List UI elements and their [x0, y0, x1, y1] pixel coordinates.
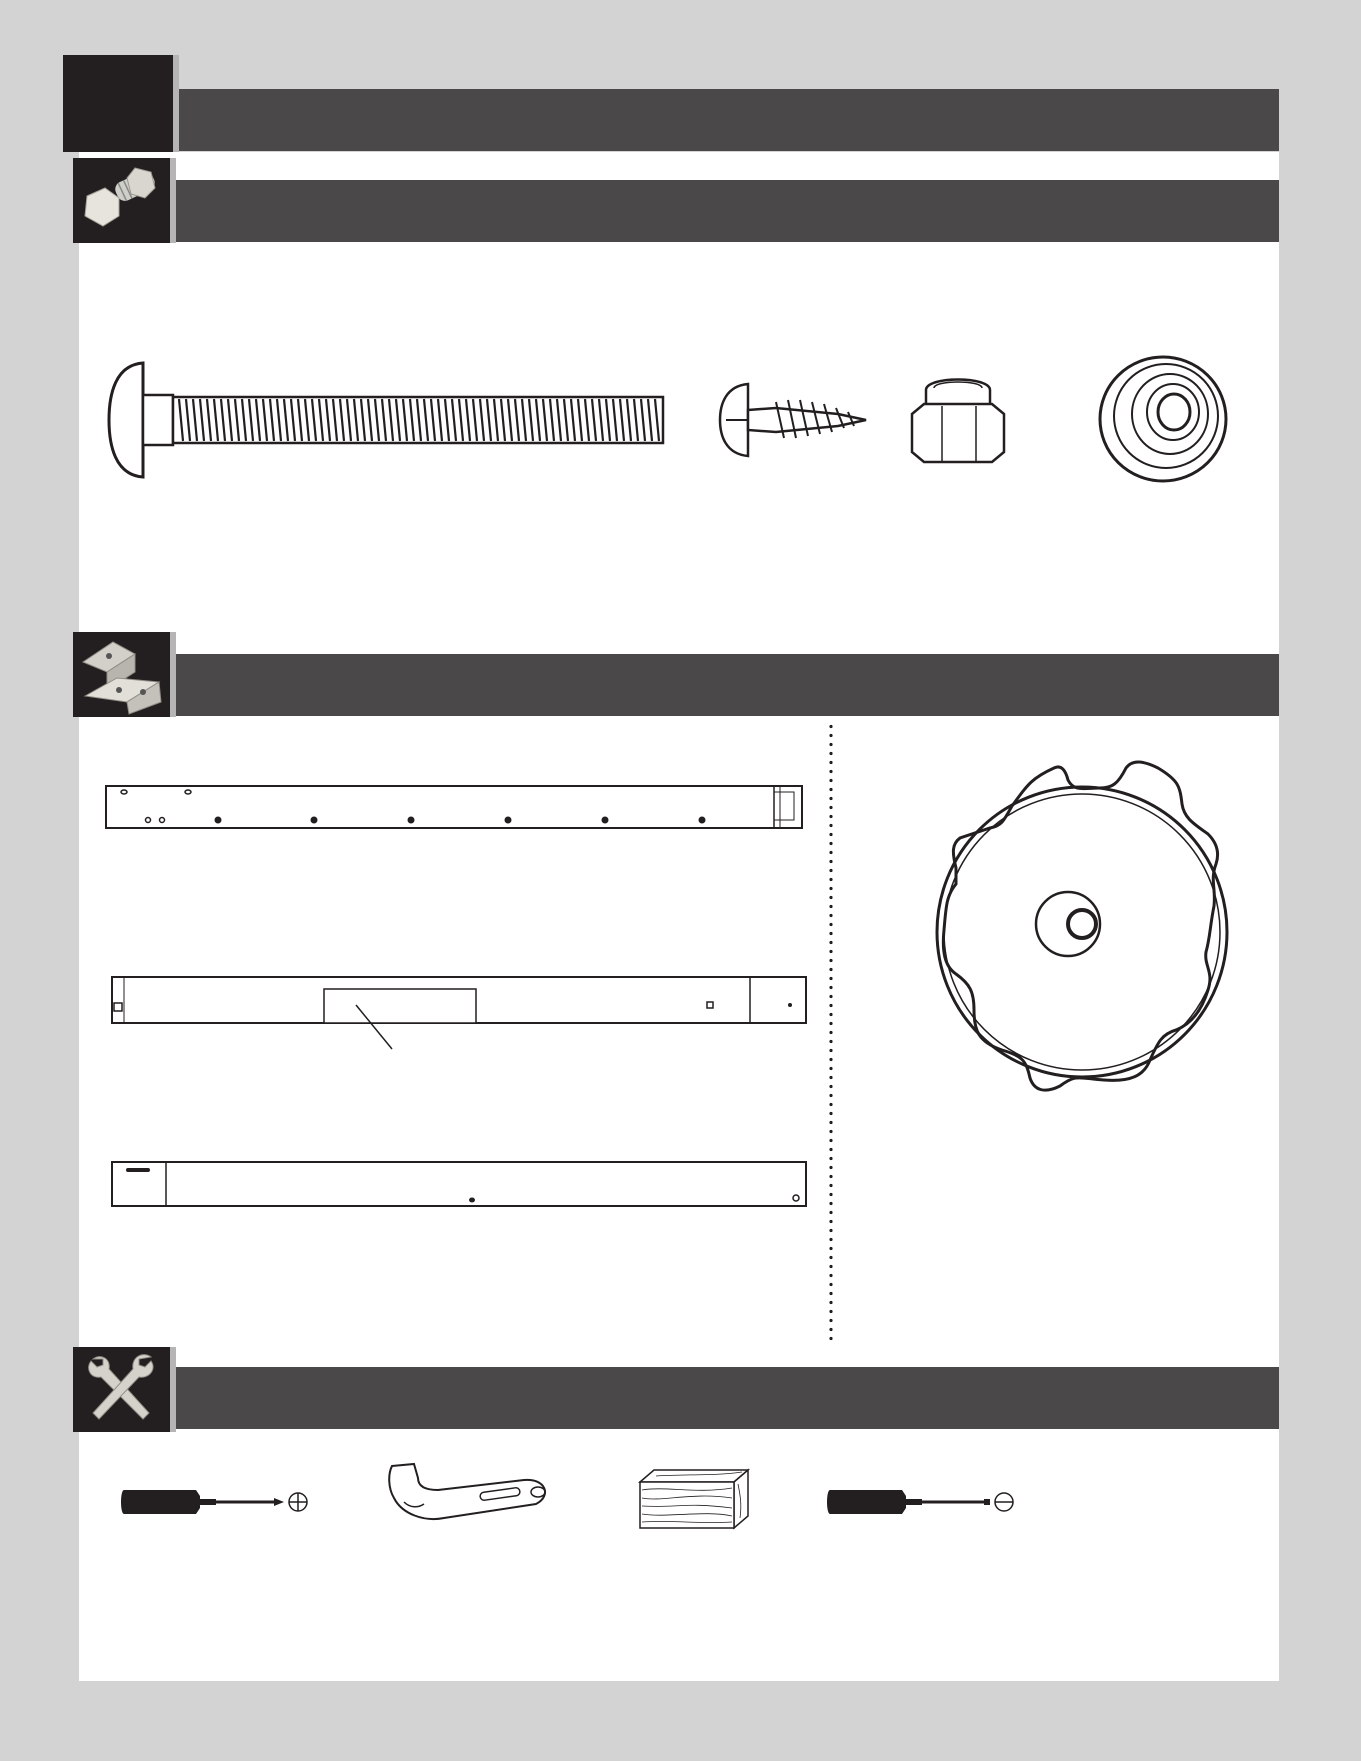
carriage-bolt-icon	[105, 355, 665, 485]
tools-tile	[73, 1347, 170, 1432]
labeled-rail-icon	[110, 975, 810, 1055]
hardware-tile	[73, 158, 170, 243]
bracket-icon	[73, 632, 170, 717]
tools-header-bar	[176, 1367, 1279, 1429]
flat-screwdriver-icon	[824, 1482, 1016, 1522]
step-number-block	[63, 55, 173, 152]
phillips-screwdriver-icon	[118, 1482, 310, 1522]
bolt-nut-icon	[73, 158, 170, 243]
adjustable-wrench-icon	[384, 1462, 554, 1524]
hardware-header-bar	[176, 180, 1279, 242]
step-header-bar	[179, 89, 1279, 151]
drilled-rail-icon	[104, 784, 804, 830]
wrenches-icon	[73, 1347, 170, 1432]
wood-screw-icon	[718, 380, 868, 460]
cap-nut-icon	[1098, 354, 1228, 484]
section-divider	[829, 722, 833, 1344]
parts-header-bar	[176, 654, 1279, 716]
wood-block-icon	[636, 1468, 752, 1530]
hand-knob-icon	[904, 760, 1254, 1095]
lock-nut-icon	[908, 370, 1008, 466]
parts-tile	[73, 632, 170, 717]
slotted-rail-icon	[110, 1160, 810, 1208]
